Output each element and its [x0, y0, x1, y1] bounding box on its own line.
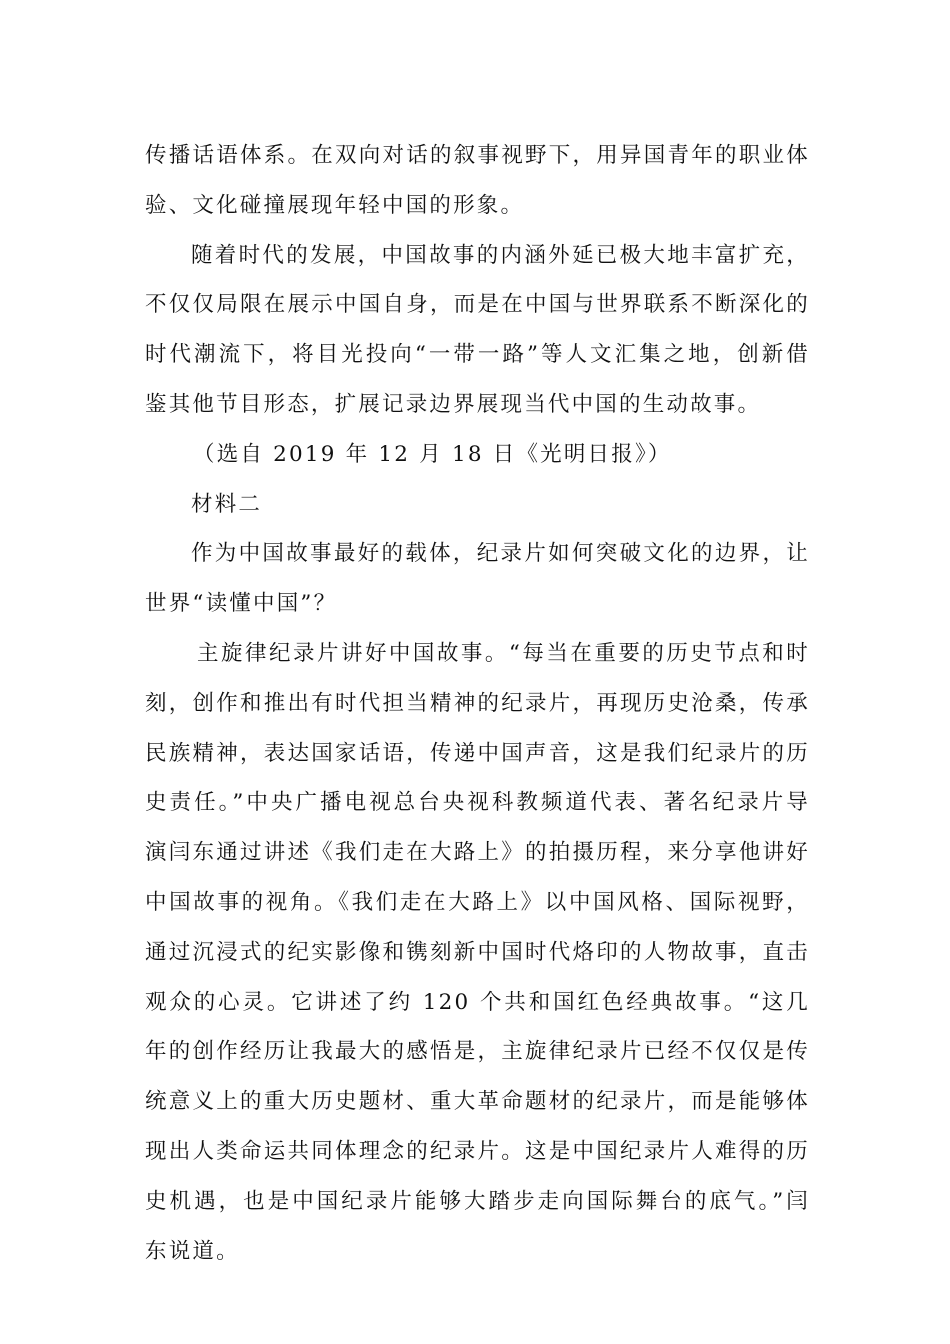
section-heading-material-two: 材料二 [191, 491, 263, 517]
paragraph-main-theme-documentary: 主旋律纪录片讲好中国故事。“每当在重要的历史节点和时刻，创作和推出有时代担当精神的纪录片，再现历史沧桑，传承民族精神，表达国家话语，传递中国声音，这是我们纪录片的历史责任。”中央广播电视总台央视科教频道代表、著名纪录片导演闫东通过讲述《我们走在大路上》的拍摄历程，来分享他讲好中国故事的视角。《我们走在大路上》以中国风格、国际视野，通过沉浸式的纪实影像和镌刻新中国时代烙印的人物故事，直击观众的心灵。它讲述了约 120 个共和国红色经典故事。“这几年的创作经历让我最大的感悟是，主旋律纪录片已经不仅仅是传统意义上的重大历史题材、重大革命题材的纪录片，而是能够体现出人类命运共同体理念的纪录片。这是中国纪录片人难得的历史机遇，也是中国纪录片能够大踏步走向国际舞台的底气。”闫东说道。 [145, 640, 810, 1264]
document-body [145, 131, 810, 1276]
paragraph-continuation: 传播话语体系。在双向对话的叙事视野下，用异国青年的职业体验、文化碰撞展现年轻中国的形象。 [145, 143, 810, 218]
paragraph-question: 作为中国故事最好的载体，纪录片如何突破文化的边界，让世界“读懂中国”？ [145, 541, 810, 617]
paragraph-era-development: 随着时代的发展，中国故事的内涵外延已极大地丰富扩充，不仅仅局限在展示中国自身，而是在中国与世界联系不断深化的时代潮流下，将目光投向“一带一路”等人文汇集之地，创新借鉴其他节目形态，扩展记录边界展现当代中国的生动故事。 [145, 242, 810, 417]
source-citation: （选自 2019 年 12 月 18 日《光明日报》） [193, 441, 672, 467]
